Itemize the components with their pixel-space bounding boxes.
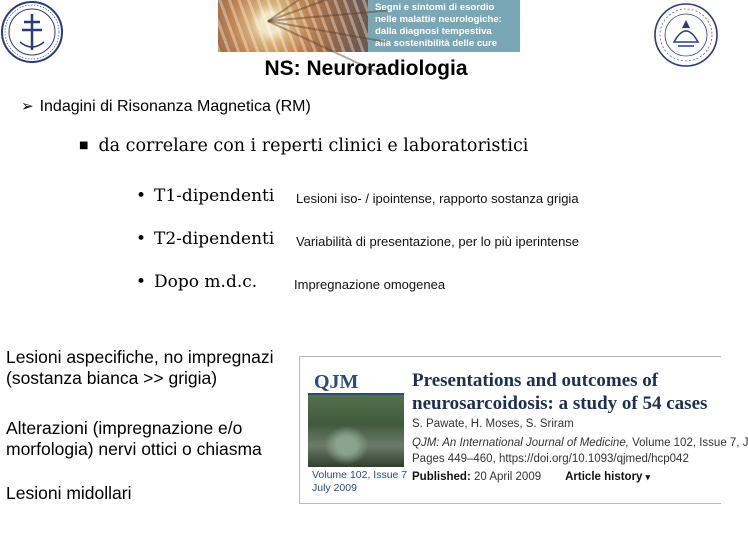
paragraph-line: Alterazioni (impregnazione e/o (6, 418, 243, 438)
journal-volume: Volume 102, Issue 7, J (628, 437, 748, 449)
sequence-label-text: Dopo m.d.c. (154, 272, 258, 292)
paragraph-line: (sostanza bianca >> grigia) (6, 368, 218, 388)
sequence-label (136, 186, 274, 206)
article-snippet (299, 356, 748, 504)
banner-text (368, 0, 520, 52)
cover-volume-text: Volume 102, Issue 7 (312, 469, 408, 481)
banner-line: dalla diagnosi tempestiva (375, 26, 492, 37)
conference-banner (218, 0, 520, 52)
sequence-description: Lesioni iso- / ipointense, rapporto sostanza grigia (296, 191, 579, 206)
published-label: Published: (412, 471, 471, 483)
slide-title: NS: Neuroradiologia (264, 57, 468, 80)
journal-cover-logo: QJM (314, 371, 359, 393)
article-history-label: Article history (565, 471, 643, 483)
chevron-down-icon: ▾ (645, 472, 650, 482)
journal-cover-volume (312, 469, 407, 495)
article-authors: S. Pawate, H. Moses, S. Sriram (412, 418, 574, 430)
sequence-label-text: T2-dipendenti (154, 229, 275, 249)
banner-line: alla sostenibilità delle cure (375, 38, 498, 49)
banner-line: nelle malattie neurologiche: (375, 14, 502, 25)
article-history-link[interactable] (565, 471, 650, 483)
sequence-description: Impregnazione omogenea (294, 277, 446, 292)
sequence-label (136, 229, 274, 249)
journal-name: QJM: An International Journal of Medicine, (412, 437, 629, 449)
sequence-label-text: T1-dipendenti (154, 186, 275, 206)
finding-paragraph (6, 418, 262, 460)
published-date: 20 April 2009 (470, 471, 542, 483)
sub-bullet-text: da correlare con i reperti clinici e laboratoristici (98, 136, 529, 156)
banner-line: Segni e sintomi di esordio (375, 2, 495, 13)
banner-artwork (218, 0, 368, 52)
finding-paragraph (6, 347, 274, 389)
cover-date-text: July 2009 (312, 482, 357, 494)
article-title-line: Presentations and outcomes of (412, 370, 659, 391)
paragraph-line: morfologia) nervi ottici o chiasma (6, 439, 262, 459)
square-bullet-icon: ■ (79, 140, 89, 151)
university-seal-left-logo (0, 0, 64, 64)
main-bullet (21, 97, 311, 116)
finding-paragraph: Lesioni midollari (6, 483, 132, 503)
sequence-description: Variabilità di presentazione, per lo più iperintense (296, 234, 580, 249)
paragraph-line: Lesioni aspecifiche, no impregnazi (6, 347, 274, 367)
article-journal (412, 437, 748, 449)
dot-bullet-icon: • (136, 229, 147, 249)
article-pages-doi: Pages 449–460, https://doi.org/10.1093/qjmed/hcp042 (412, 453, 689, 465)
sub-bullet (79, 136, 528, 156)
article-published (412, 471, 650, 483)
sequence-label (136, 272, 257, 292)
journal-cover-image (308, 363, 408, 497)
article-title-line: neurosarcoidosis: a study of 54 cases (412, 393, 708, 414)
main-bullet-text: Indagini di Risonanza Magnetica (RM) (39, 98, 311, 115)
article-title (412, 369, 707, 415)
dot-bullet-icon: • (136, 186, 147, 206)
arrow-bullet-icon: ➢ (21, 98, 34, 115)
dot-bullet-icon: • (136, 272, 147, 292)
